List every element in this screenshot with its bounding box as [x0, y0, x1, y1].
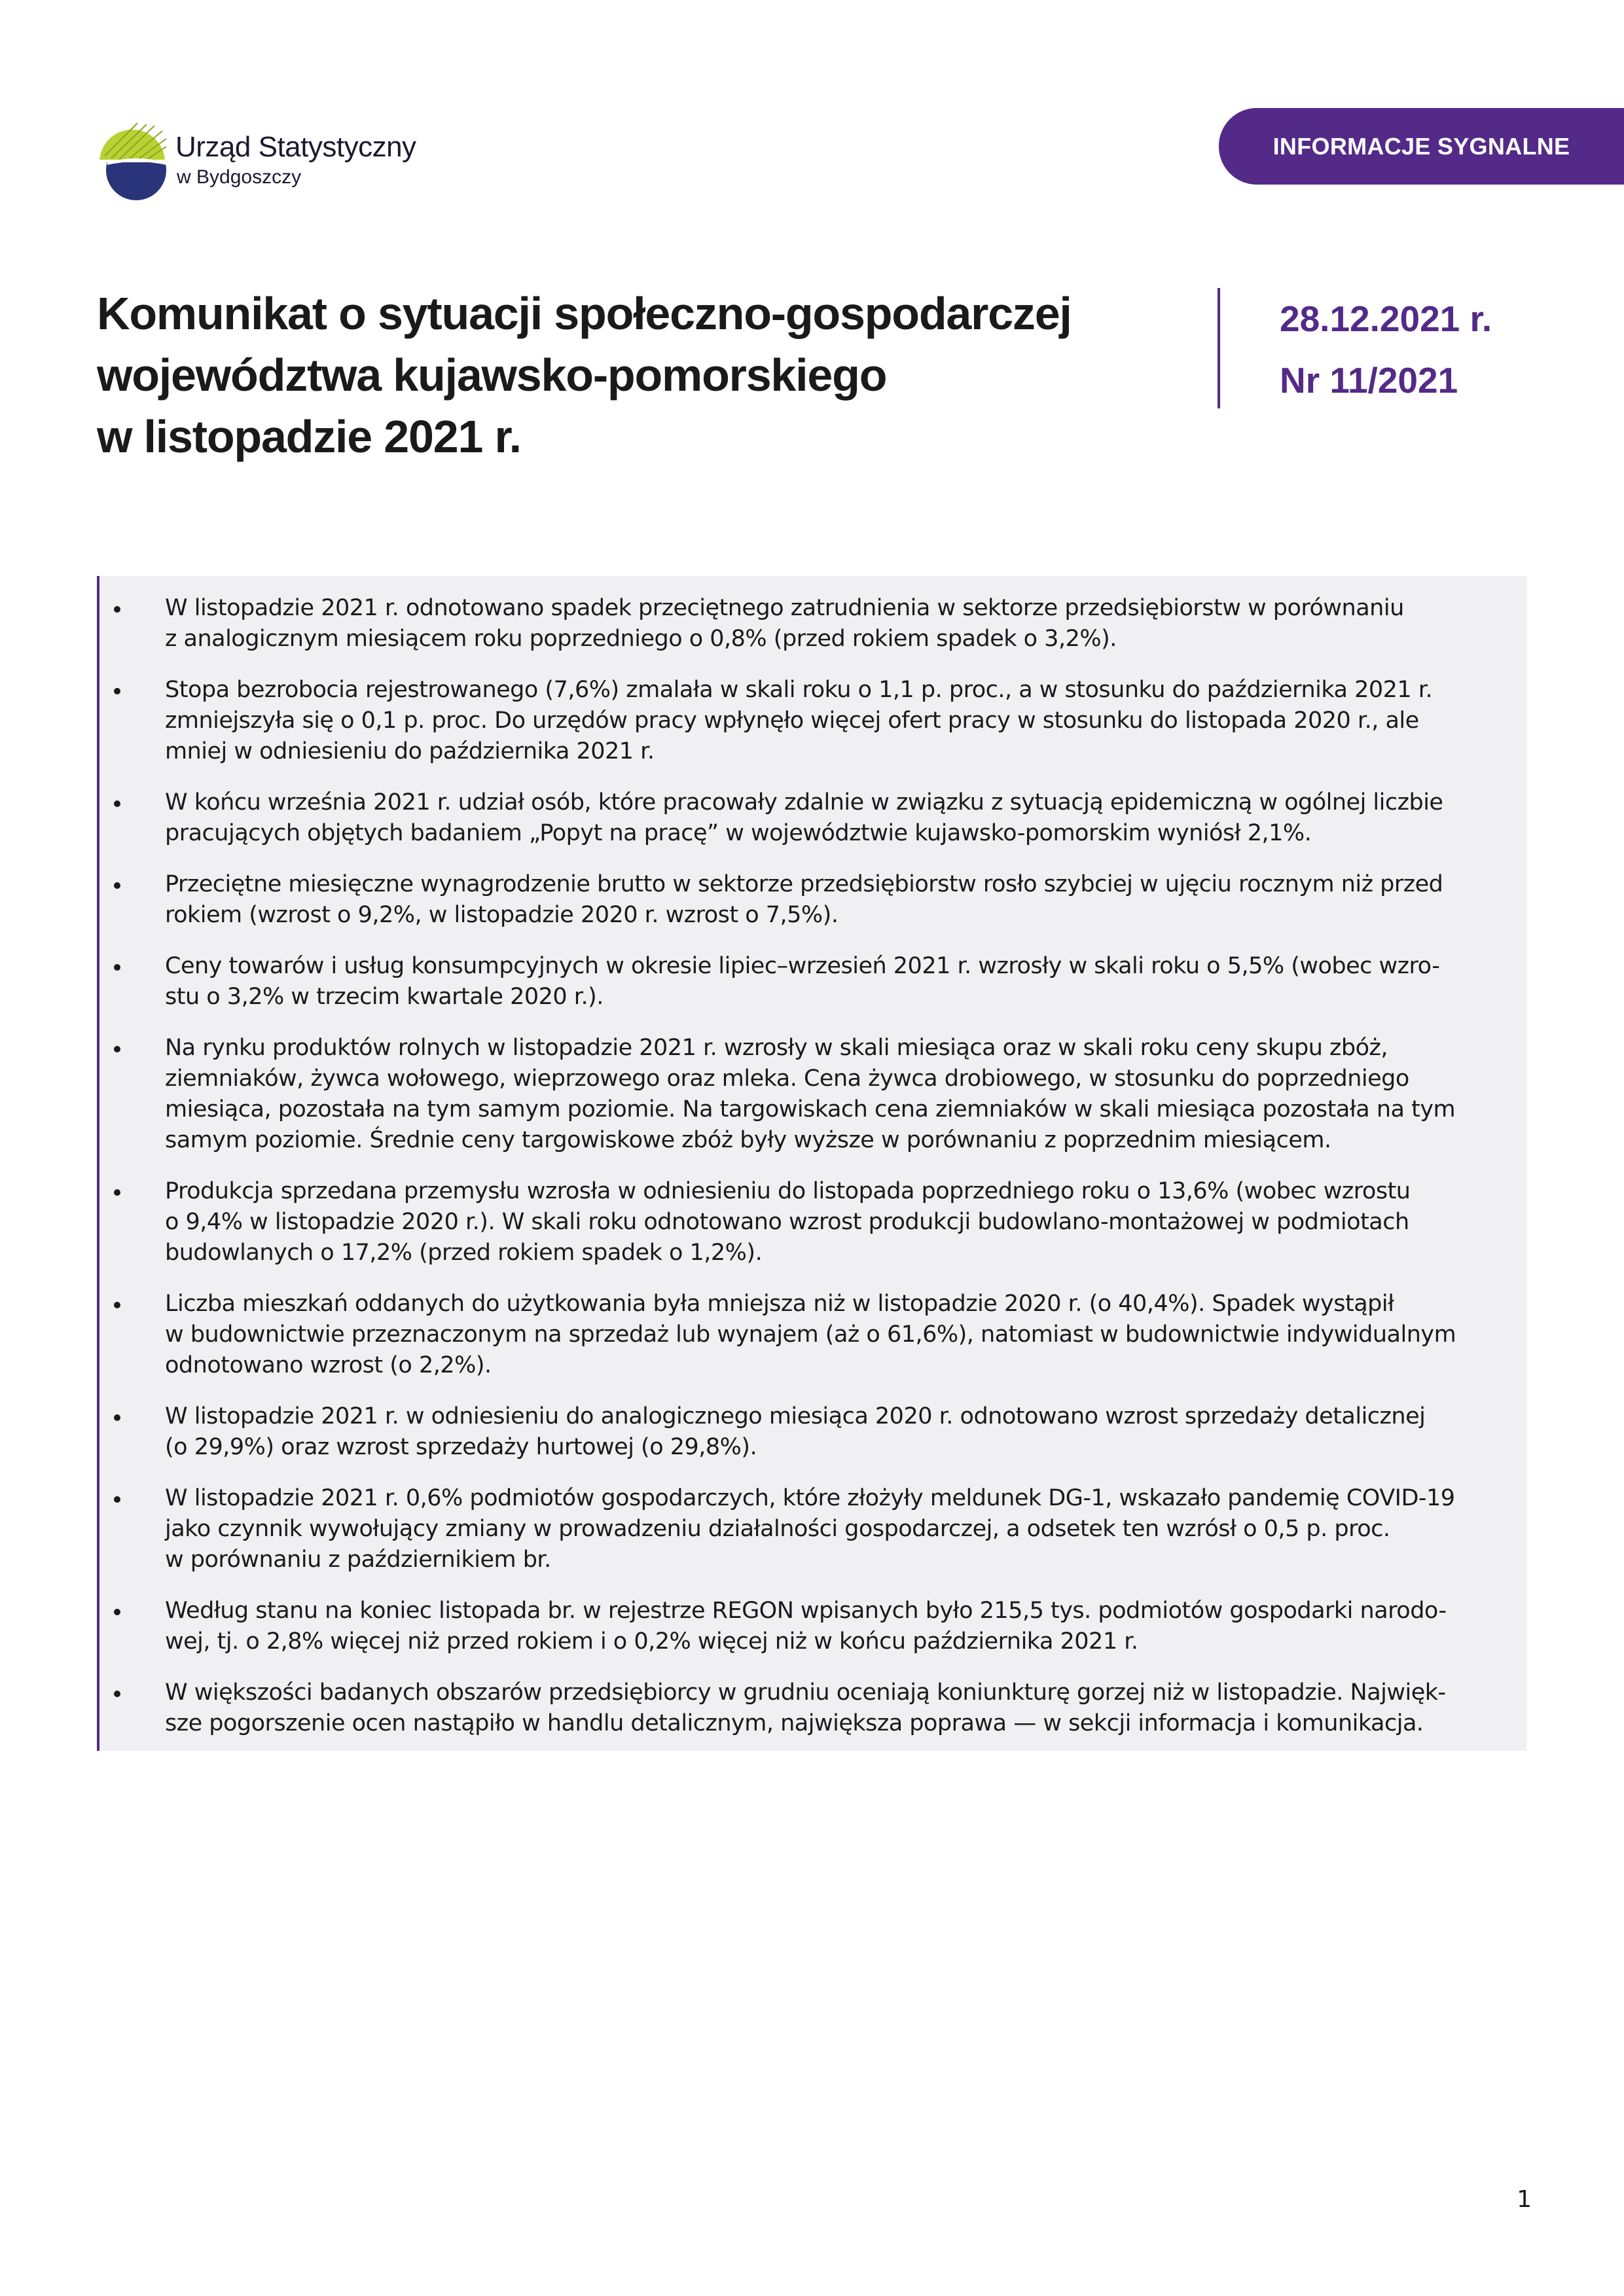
- highlight-text-line: (o 29,9%) oraz wzrost sprzedaży hurtowej (o 29,8%).: [165, 1434, 757, 1460]
- highlight-text-line: odnotowano wzrost (o 2,2%).: [165, 1352, 492, 1378]
- highlights-list: [99, 576, 1527, 1739]
- bullet-icon: [114, 606, 120, 613]
- highlight-text-line: Ceny towarów i usług konsumpcyjnych w okresie lipiec–wrzesień 2021 r. wzrosły w skali roku o 5,5% (wobec wzro-: [165, 953, 1440, 979]
- highlight-text-line: Przeciętne miesięczne wynagrodzenie brutto w sektorze przedsiębiorstw rosło szybciej w ujęciu rocznym niż przed: [165, 871, 1443, 897]
- highlight-item: [99, 869, 1527, 931]
- highlight-item: [99, 1677, 1527, 1739]
- highlight-text-line: Produkcja sprzedana przemysłu wzrosła w odniesieniu do listopada poprzedniego roku o 13,6% (wobec wzrostu: [165, 1178, 1411, 1204]
- highlight-text-line: W listopadzie 2021 r. odnotowano spadek przeciętnego zatrudnienia w sektorze przedsiębiorstw w porównaniu: [165, 595, 1404, 621]
- highlight-item: [99, 1596, 1527, 1657]
- highlight-text-line: W listopadzie 2021 r. 0,6% podmiotów gospodarczych, które złożyły meldunek DG-1, wskazało pandemię COVID-19: [165, 1485, 1455, 1511]
- highlight-item: [99, 675, 1527, 767]
- bullet-icon: [114, 1302, 120, 1308]
- highlight-text-line: miesiąca, pozostała na tym samym poziomie. Na targowiskach cena ziemniaków w skali miesiąca pozostała na tym: [165, 1096, 1456, 1122]
- office-logo: [98, 117, 439, 215]
- bullet-icon: [114, 800, 120, 807]
- highlight-text-line: zmniejszyła się o 0,1 p. proc. Do urzędów pracy wpłynęło więcej ofert pracy w stosunku do listopada 2020 r., ale: [165, 708, 1419, 734]
- highlight-text-line: Według stanu na koniec listopada br. w rejestrze REGON wpisanych było 215,5 tys. podmiotów gospodarki narodo-: [165, 1598, 1447, 1624]
- highlight-text-line: w budownictwie przeznaczonym na sprzedaż lub wynajem (aż o 61,6%), natomiast w budownictwie indywidualnym: [165, 1321, 1456, 1348]
- page-title: [97, 283, 1157, 467]
- highlight-text-line: Na rynku produktów rolnych w listopadzie 2021 r. wzrosły w skali miesiąca oraz w skali roku ceny skupu zbóż,: [165, 1035, 1388, 1061]
- highlight-text-line: sze pogorszenie ocen nastąpiło w handlu detalicznym, największa poprawa — w sekcji informacja i komunikacja.: [165, 1710, 1424, 1736]
- bullet-icon: [114, 1691, 120, 1697]
- bullet-icon: [114, 882, 120, 889]
- highlight-text-line: mniej w odniesieniu do października 2021 r.: [165, 738, 655, 764]
- publication-date: 28.12.2021 r.: [1280, 298, 1492, 339]
- highlight-text-line: wej, tj. o 2,8% więcej niż przed rokiem i o 0,2% więcej niż w końcu października 2021 r.: [165, 1628, 1138, 1655]
- highlight-item: [99, 1176, 1527, 1268]
- bullet-icon: [114, 1046, 120, 1052]
- highlight-text-line: Liczba mieszkań oddanych do użytkowania była mniejsza niż w listopadzie 2020 r. (o 40,4%). Spadek wystąpił: [165, 1291, 1394, 1317]
- highlights-box: [97, 576, 1527, 1751]
- highlight-text-line: jako czynnik wywołujący zmiany w prowadzeniu działalności gospodarczej, a odsetek ten wzrósł o 0,5 p. proc.: [165, 1516, 1390, 1542]
- highlight-text-line: pracujących objętych badaniem „Popyt na pracę” w województwie kujawsko-pomorskim wyniósł 2,1%.: [165, 820, 1312, 846]
- bullet-icon: [114, 1414, 120, 1421]
- highlight-item: [99, 787, 1527, 849]
- highlight-text-line: ziemniaków, żywca wołowego, wieprzowego oraz mleka. Cena żywca drobiowego, w stosunku do poprzedniego: [165, 1066, 1409, 1092]
- highlight-text-line: W listopadzie 2021 r. w odniesieniu do analogicznego miesiąca 2020 r. odnotowano wzrost sprzedaży detalicznej: [165, 1403, 1426, 1429]
- title-line: Komunikat o sytuacji społeczno-gospodarczej: [97, 288, 1072, 339]
- highlight-text-line: o 9,4% w listopadzie 2020 r.). W skali roku odnotowano wzrost produkcji budowlano-montażowej w podmiotach: [165, 1209, 1409, 1235]
- publication-number: Nr 11/2021: [1280, 360, 1458, 401]
- office-logo-icon: [98, 117, 170, 215]
- publication-meta: [1280, 288, 1492, 411]
- highlight-item: [99, 593, 1527, 655]
- title-line: w listopadzie 2021 r.: [97, 411, 521, 462]
- publication-type-badge: INFORMACJE SYGNALNE: [1219, 108, 1624, 185]
- highlight-item: [99, 1033, 1527, 1156]
- title-line: województwa kujawsko-pomorskiego: [97, 350, 887, 401]
- highlight-text-line: stu o 3,2% w trzecim kwartale 2020 r.).: [165, 984, 604, 1010]
- highlight-item: [99, 1483, 1527, 1575]
- highlight-text-line: w porównaniu z październikiem br.: [165, 1547, 551, 1573]
- highlight-text-line: rokiem (wzrost o 9,2%, w listopadzie 2020 r. wzrost o 7,5%).: [165, 902, 839, 928]
- page-number: 1: [1517, 2186, 1532, 2213]
- highlight-text-line: W większości badanych obszarów przedsiębiorcy w grudniu oceniają koniunkturę gorzej niż w listopadzie. Najwięk-: [165, 1679, 1446, 1706]
- highlight-text-line: samym poziomie. Średnie ceny targowiskowe zbóż były wyższe w porównaniu z poprzednim miesiącem.: [165, 1127, 1331, 1153]
- office-name: Urząd Statystyczny: [175, 131, 416, 163]
- bullet-icon: [114, 1189, 120, 1196]
- highlight-item: [99, 1289, 1527, 1381]
- bullet-icon: [114, 1609, 120, 1615]
- bullet-icon: [114, 1496, 120, 1503]
- highlight-text-line: budowlanych o 17,2% (przed rokiem spadek o 1,2%).: [165, 1240, 763, 1266]
- highlight-text-line: z analogicznym miesiącem roku poprzedniego o 0,8% (przed rokiem spadek o 3,2%).: [165, 626, 1117, 652]
- highlight-item: [99, 951, 1527, 1013]
- office-location: w Bydgoszczy: [177, 166, 302, 188]
- highlight-text-line: Stopa bezrobocia rejestrowanego (7,6%) zmalała w skali roku o 1,1 p. proc., a w stosunku do października 2021 r.: [165, 677, 1433, 703]
- highlight-item: [99, 1401, 1527, 1463]
- highlight-text-line: W końcu września 2021 r. udział osób, które pracowały zdalnie w związku z sytuacją epidemiczną w ogólnej liczbie: [165, 789, 1443, 816]
- bullet-icon: [114, 964, 120, 971]
- title-divider: [1218, 288, 1220, 408]
- bullet-icon: [114, 688, 120, 694]
